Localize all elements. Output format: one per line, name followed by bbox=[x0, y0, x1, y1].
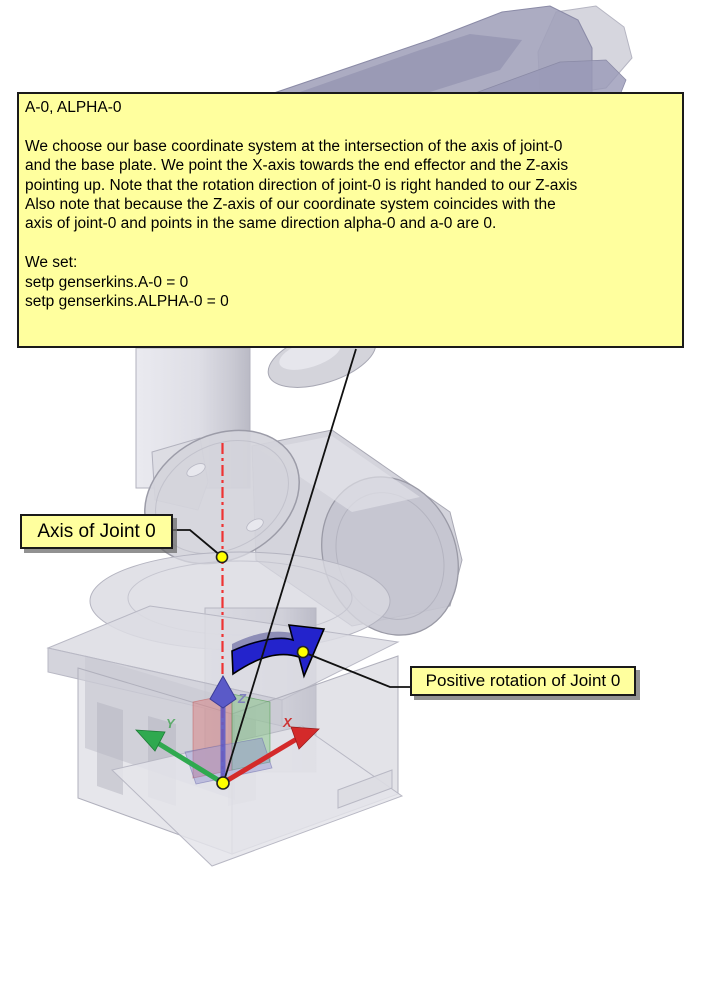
positive-rotation-callout bbox=[410, 666, 636, 696]
axis-of-joint-callout bbox=[20, 514, 173, 549]
annotation-line: We choose our base coordinate system at the intersection of the axis of joint-0 bbox=[25, 137, 563, 155]
axis-callout-label: Axis of Joint 0 bbox=[37, 521, 156, 542]
annotation-title: A-0, ALPHA-0 bbox=[25, 99, 122, 116]
annotation-command-2: setp genserkins.ALPHA-0 = 0 bbox=[25, 292, 229, 310]
axis-marker-dot bbox=[217, 552, 228, 563]
annotation-line: axis of joint-0 and points in the same direction alpha-0 and a-0 are 0. bbox=[25, 215, 497, 233]
rotation-marker-dot bbox=[298, 647, 309, 658]
x-axis-label: X bbox=[283, 715, 292, 730]
annotation-blank bbox=[25, 234, 676, 253]
rotation-callout-label: Positive rotation of Joint 0 bbox=[425, 671, 621, 690]
annotation-blank bbox=[25, 117, 676, 136]
annotation-line: pointing up. Note that the rotation direction of joint-0 is right handed to our Z-axis bbox=[25, 176, 578, 194]
y-axis-label: Y bbox=[166, 716, 175, 731]
origin-marker-dot bbox=[217, 777, 229, 789]
annotation-box bbox=[17, 92, 684, 348]
annotation-we-set: We set: bbox=[25, 254, 78, 272]
annotation-command-1: setp genserkins.A-0 = 0 bbox=[25, 273, 189, 291]
robot-forearm bbox=[268, 6, 632, 95]
annotation-line: and the base plate. We point the X-axis towards the end effector and the Z-axis bbox=[25, 157, 569, 175]
annotation-line: Also note that because the Z-axis of our coordinate system coincides with the bbox=[25, 195, 556, 213]
z-axis-label: Z bbox=[238, 691, 246, 706]
